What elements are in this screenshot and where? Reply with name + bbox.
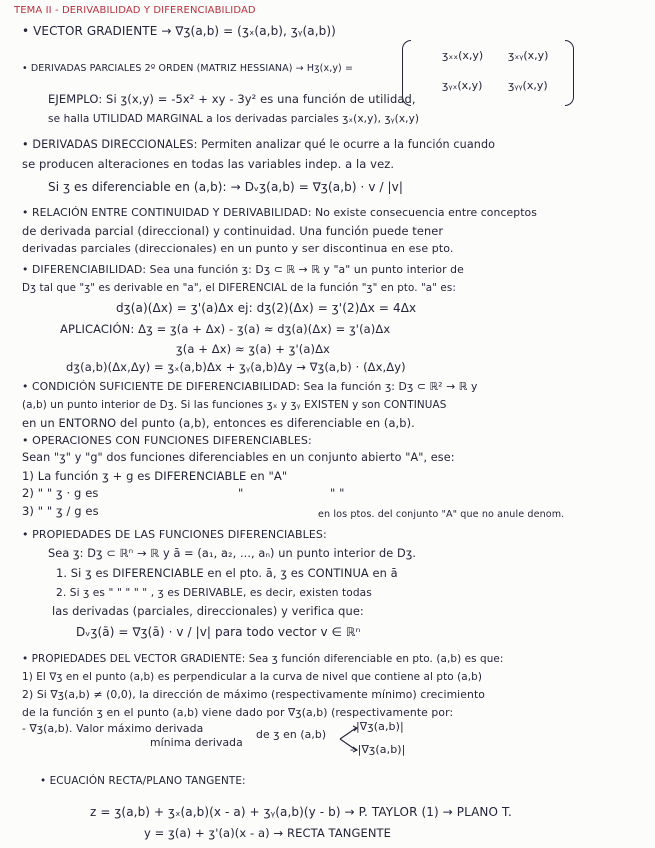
sufficient-condition-line-1: • CONDICIÓN SUFICIENTE DE DIFERENCIABILIDAD: Sea la función ʒ: Dʒ ⊂ ℝ² → ℝ y [22, 380, 478, 393]
matrix-right-bracket [565, 40, 574, 106]
gradient-property-2c: - ∇ʒ(a,b). Valor máximo derivada [22, 722, 204, 735]
operations-title: • OPERACIONES CON FUNCIONES DIFERENCIABLES: [22, 434, 312, 447]
gradient-min-value: - |∇ʒ(a,b)| [350, 743, 406, 756]
sufficient-condition-line-3: en un ENTORNO del punto (a,b), entonces es diferenciable en (a,b). [22, 416, 415, 430]
hessian-matrix [402, 40, 574, 104]
tangent-line-equation: y = ʒ(a) + ʒ'(a)(x - a) → RECTA TANGENTE [144, 826, 392, 840]
operation-product-ditto-1: " [238, 486, 244, 500]
operation-quotient-condition: en los ptos. del conjunto "A" que no anule denom. [318, 509, 565, 520]
hessian-a11: ʒₓₓ(x,y) [442, 49, 484, 62]
example-line-1: EJEMPLO: Si ʒ(x,y) = -5x² + xy - 3y² es una función de utilidad, [48, 92, 416, 106]
hessian-a22: ʒᵧᵧ(x,y) [508, 79, 548, 92]
gradient-property-1: 1) El ∇ʒ en el punto (a,b) es perpendicular a la curva de nivel que contiene al pto (a,b) [22, 671, 483, 683]
relation-line-1: • RELACIÓN ENTRE CONTINUIDAD Y DERIVABILIDAD: No existe consecuencia entre conceptos [22, 206, 537, 219]
differential-application: APLICACIÓN: Δʒ = ʒ(a + Δx) - ʒ(a) ≈ dʒ(a)(Δx) = ʒ'(a)Δx [60, 322, 391, 336]
operation-product: 2) " " ʒ · g es [22, 486, 99, 500]
directional-line-1: • DERIVADAS DIRECCIONALES: Permiten analizar qué le ocurre a la función cuando [22, 138, 496, 151]
gradient-max-value: |∇ʒ(a,b)| [356, 720, 404, 733]
directional-line-2: se producen alteraciones en todas las variables indep. a la vez. [22, 157, 395, 171]
directional-formula: Si ʒ es diferenciable en (a,b): → Dᵥʒ(a,b) = ∇ʒ(a,b) · v / |v| [48, 180, 404, 194]
tangent-plane-equation: z = ʒ(a,b) + ʒₓ(a,b)(x - a) + ʒᵧ(a,b)(y - b) → P. TAYLOR (1) → PLANO T. [90, 805, 512, 819]
differentiability-line-2: Dʒ tal que "ʒ" es derivable en "a", el DIFERENCIAL de la función "ʒ" en pto. "a" es: [22, 282, 456, 294]
property-continuity: 1. Si ʒ es DIFERENCIABLE en el pto. ā, ʒ es CONTINUA en ā [56, 566, 398, 580]
differential-two-variables: dʒ(a,b)(Δx,Δy) = ʒₓ(a,b)Δx + ʒᵧ(a,b)Δy → ∇ʒ(a,b) · (Δx,Δy) [66, 360, 406, 374]
operation-sum: 1) La función ʒ + g es DIFERENCIABLE en "A" [22, 469, 288, 483]
relation-line-2: de derivada parcial (direccional) y continuidad. Una función puede tener [22, 224, 444, 238]
operation-product-ditto-2: " " [330, 486, 345, 500]
page-title: TEMA II - DERIVABILIDAD Y DIFERENCIABILIDAD [14, 5, 256, 16]
hessian-a21: ʒᵧₓ(x,y) [442, 79, 483, 92]
differential-formula: dʒ(a)(Δx) = ʒ'(a)Δx ej: dʒ(2)(Δx) = ʒ'(2)Δx = 4Δx [116, 301, 417, 315]
gradient-property-2b: de la función ʒ en el punto (a,b) viene dado por ∇ʒ(a,b) (respectivamente por: [22, 706, 454, 719]
gradient-property-2a: 2) Si ∇ʒ(a,b) ≠ (0,0), la dirección de máximo (respectivamente mínimo) crecimiento [22, 688, 486, 701]
properties-intro: Sea ʒ: Dʒ ⊂ ℝⁿ → ℝ y ā = (a₁, a₂, ..., aₙ) un punto interior de Dʒ. [48, 547, 417, 560]
sufficient-condition-line-2: (a,b) un punto interior de Dʒ. Si las funciones ʒₓ y ʒᵧ EXISTEN y son CONTINUAS [22, 399, 447, 411]
gradient-min-derivative-label: mínima derivada [150, 736, 243, 749]
gradient-vector-definition: • VECTOR GRADIENTE → ∇ʒ(a,b) = (ʒₓ(a,b), ʒᵧ(a,b)) [22, 24, 336, 38]
gradient-branch-arrow [336, 722, 360, 756]
hessian-definition: • DERIVADAS PARCIALES 2º ORDEN (MATRIZ HESSIANA) → Hʒ(x,y) = [22, 63, 354, 74]
hessian-a12: ʒₓᵧ(x,y) [508, 49, 549, 62]
operations-intro: Sean "ʒ" y "g" dos funciones diferenciables en un conjunto abierto "A", ese: [22, 451, 455, 464]
operation-quotient: 3) " " ʒ / g es [22, 504, 99, 518]
property-derivability-cont: las derivadas (parciales, direccionales) y verifica que: [52, 604, 364, 618]
property-formula: Dᵥʒ(ā) = ∇ʒ(ā) · v / |v| para todo vector v ∈ ℝⁿ [76, 625, 361, 639]
properties-title: • PROPIEDADES DE LAS FUNCIONES DIFERENCIABLES: [22, 528, 327, 541]
property-derivability: 2. Si ʒ es " " " " " , ʒ es DERIVABLE, es decir, existen todas [56, 587, 372, 599]
gradient-derivative-point: de ʒ en (a,b) [256, 728, 327, 741]
tangent-title: • ECUACIÓN RECTA/PLANO TANGENTE: [40, 775, 246, 787]
differential-approximation: ʒ(a + Δx) ≈ ʒ(a) + ʒ'(a)Δx [176, 342, 330, 356]
differentiability-line-1: • DIFERENCIABILIDAD: Sea una función ʒ: Dʒ ⊂ ℝ → ℝ y "a" un punto interior de [22, 263, 464, 276]
gradient-properties-title: • PROPIEDADES DEL VECTOR GRADIENTE: Sea ʒ función diferenciable en pto. (a,b) es que: [22, 653, 504, 665]
relation-line-3: derivadas parciales (direccionales) en un punto y ser discontinua en ese pto. [22, 242, 454, 255]
example-line-2: se halla UTILIDAD MARGINAL a los derivadas parciales ʒₓ(x,y), ʒᵧ(x,y) [48, 113, 420, 125]
